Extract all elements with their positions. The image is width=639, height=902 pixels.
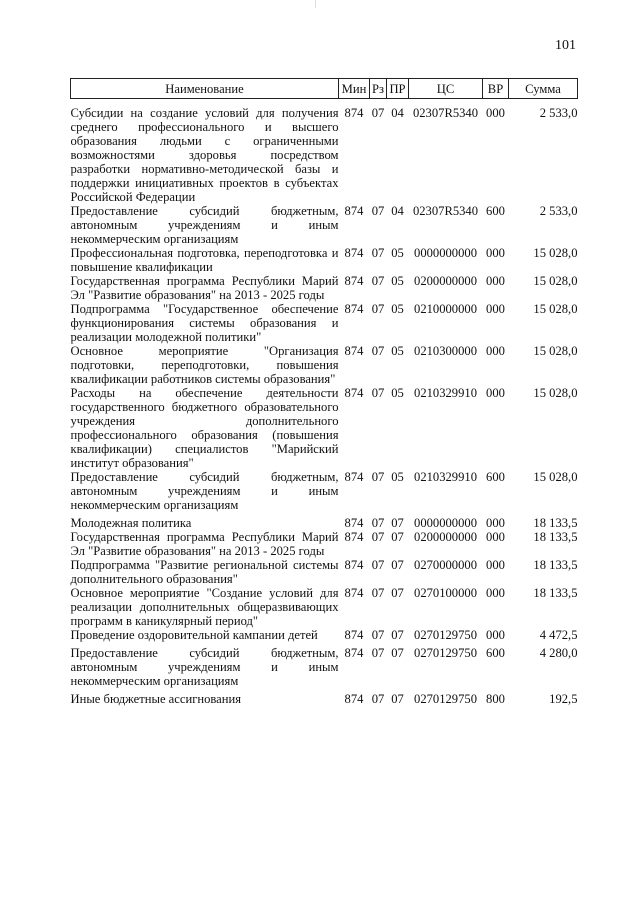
cell-vr: 800 bbox=[486, 692, 505, 706]
cell-rz: 07 bbox=[371, 246, 385, 260]
cell-rz: 07 bbox=[371, 692, 385, 706]
cell-vr: 000 bbox=[486, 386, 505, 400]
cell-min: 874 bbox=[344, 586, 364, 600]
cell-pr: 07 bbox=[391, 516, 404, 530]
cell-cs: 0000000000 bbox=[414, 246, 477, 260]
cell-pr: 07 bbox=[391, 692, 404, 706]
table-row bbox=[71, 688, 578, 706]
cell-name: Основное мероприятие "Организация подготовки, переподготовки, повышения квалификации работников системы образования" bbox=[70, 344, 339, 386]
cell-name: Предоставление субсидий бюджетным, автономным учреждениям и иным некоммерческим организациям bbox=[70, 646, 339, 688]
page-fold-mark bbox=[315, 0, 316, 8]
cell-vr: 000 bbox=[486, 274, 505, 288]
cell-pr: 04 bbox=[391, 106, 404, 120]
cell-name: Подпрограмма "Развитие региональной системы дополнительного образования" bbox=[70, 558, 339, 586]
cell-vr: 000 bbox=[486, 628, 505, 642]
cell-min: 874 bbox=[344, 344, 364, 358]
cell-rz: 07 bbox=[371, 106, 385, 120]
cell-name: Проведение оздоровительной кампании детей bbox=[70, 628, 318, 642]
table-row bbox=[71, 246, 578, 274]
cell-min: 874 bbox=[344, 106, 364, 120]
table-row bbox=[71, 344, 578, 386]
cell-min: 874 bbox=[344, 204, 364, 218]
cell-rz: 07 bbox=[371, 628, 385, 642]
cell-rz: 07 bbox=[371, 204, 385, 218]
cell-name: Основное мероприятие "Создание условий для реализации дополнительных общеразвивающих программ в каникулярный период" bbox=[70, 586, 339, 628]
cell-cs: 0270000000 bbox=[414, 558, 477, 572]
table-row bbox=[71, 530, 578, 558]
cell-name: Молодежная политика bbox=[70, 516, 192, 530]
cell-cs: 0210329910 bbox=[414, 470, 477, 484]
table-row bbox=[71, 586, 578, 628]
cell-rz: 07 bbox=[371, 530, 385, 544]
cell-vr: 600 bbox=[486, 470, 505, 484]
cell-rz: 07 bbox=[371, 586, 385, 600]
cell-name: Субсидии на создание условий для получения среднего профессионального и высшего образования людьми с ограниченными возможностями здоровья посредством разработки нормативно-методической базы и поддержки инициативных проектов в субъектах Российской Федерации bbox=[70, 106, 339, 204]
header-sum: Сумма bbox=[509, 79, 578, 99]
cell-min: 874 bbox=[344, 628, 364, 642]
header-name: Наименование bbox=[71, 79, 339, 99]
cell-rz: 07 bbox=[371, 646, 385, 660]
table-row bbox=[71, 642, 578, 688]
cell-cs: 0000000000 bbox=[414, 516, 477, 530]
header-rz: Рз bbox=[370, 79, 387, 99]
cell-vr: 600 bbox=[486, 646, 505, 660]
page-number: 101 bbox=[555, 38, 576, 53]
cell-sum: 192,5 bbox=[549, 692, 578, 706]
table-row bbox=[71, 628, 578, 642]
cell-name: Предоставление субсидий бюджетным, автономным учреждениям и иным некоммерческим организациям bbox=[70, 204, 339, 246]
cell-min: 874 bbox=[344, 646, 364, 660]
cell-sum: 4 472,5 bbox=[539, 628, 578, 642]
cell-min: 874 bbox=[344, 274, 364, 288]
cell-vr: 000 bbox=[486, 558, 505, 572]
cell-pr: 07 bbox=[391, 628, 404, 642]
cell-cs: 0270100000 bbox=[414, 586, 477, 600]
cell-pr: 05 bbox=[391, 274, 404, 288]
cell-sum: 15 028,0 bbox=[533, 302, 578, 316]
cell-sum: 2 533,0 bbox=[539, 204, 578, 218]
cell-sum: 4 280,0 bbox=[539, 646, 578, 660]
cell-cs: 0270129750 bbox=[414, 646, 477, 660]
cell-sum: 18 133,5 bbox=[533, 530, 578, 544]
cell-sum: 15 028,0 bbox=[533, 274, 578, 288]
cell-min: 874 bbox=[344, 470, 364, 484]
cell-vr: 000 bbox=[486, 246, 505, 260]
table-row bbox=[71, 470, 578, 512]
cell-cs: 0270129750 bbox=[414, 628, 477, 642]
table-row bbox=[71, 512, 578, 530]
cell-min: 874 bbox=[344, 386, 364, 400]
cell-sum: 15 028,0 bbox=[533, 344, 578, 358]
cell-name: Предоставление субсидий бюджетным, автономным учреждениям и иным некоммерческим организациям bbox=[70, 470, 339, 512]
table-row bbox=[71, 558, 578, 586]
cell-cs: 02307R5340 bbox=[412, 106, 479, 120]
cell-sum: 2 533,0 bbox=[539, 106, 578, 120]
cell-min: 874 bbox=[344, 516, 364, 530]
cell-rz: 07 bbox=[371, 516, 385, 530]
table-row bbox=[71, 386, 578, 470]
cell-cs: 0210329910 bbox=[414, 386, 477, 400]
cell-name: Расходы на обеспечение деятельности государственного бюджетного образовательного учреждения дополнительного профессионального образования (повышения квалификации) специалистов "Марийский институт образования" bbox=[70, 386, 339, 470]
cell-min: 874 bbox=[344, 692, 364, 706]
cell-pr: 05 bbox=[391, 302, 404, 316]
cell-pr: 07 bbox=[391, 558, 404, 572]
header-min: Мин bbox=[339, 79, 370, 99]
table-header-row bbox=[71, 79, 578, 99]
cell-rz: 07 bbox=[371, 302, 385, 316]
cell-min: 874 bbox=[344, 302, 364, 316]
cell-cs: 0200000000 bbox=[414, 530, 477, 544]
cell-min: 874 bbox=[344, 558, 364, 572]
cell-sum: 18 133,5 bbox=[533, 516, 578, 530]
cell-cs: 02307R5340 bbox=[412, 204, 479, 218]
cell-sum: 18 133,5 bbox=[533, 558, 578, 572]
cell-sum: 15 028,0 bbox=[533, 386, 578, 400]
cell-min: 874 bbox=[344, 246, 364, 260]
cell-pr: 05 bbox=[391, 344, 404, 358]
cell-rz: 07 bbox=[371, 386, 385, 400]
cell-pr: 04 bbox=[391, 204, 404, 218]
cell-vr: 000 bbox=[486, 586, 505, 600]
cell-vr: 600 bbox=[486, 204, 505, 218]
cell-pr: 05 bbox=[391, 246, 404, 260]
cell-vr: 000 bbox=[486, 530, 505, 544]
cell-min: 874 bbox=[344, 530, 364, 544]
cell-name: Государственная программа Республики Марий Эл "Развитие образования" на 2013 - 2025 годы bbox=[70, 530, 339, 558]
cell-sum: 15 028,0 bbox=[533, 470, 578, 484]
cell-vr: 000 bbox=[486, 106, 505, 120]
cell-cs: 0270129750 bbox=[414, 692, 477, 706]
cell-name: Государственная программа Республики Марий Эл "Развитие образования" на 2013 - 2025 годы bbox=[70, 274, 339, 302]
cell-sum: 18 133,5 bbox=[533, 586, 578, 600]
table-row bbox=[71, 274, 578, 302]
cell-cs: 0210300000 bbox=[414, 344, 477, 358]
header-vr: ВР bbox=[483, 79, 509, 99]
cell-rz: 07 bbox=[371, 470, 385, 484]
cell-name: Подпрограмма "Государственное обеспечение функционирования системы образования и реализации молодежной политики" bbox=[70, 302, 339, 344]
cell-pr: 07 bbox=[391, 530, 404, 544]
cell-pr: 07 bbox=[391, 646, 404, 660]
cell-name: Иные бюджетные ассигнования bbox=[70, 692, 242, 706]
cell-rz: 07 bbox=[371, 274, 385, 288]
cell-cs: 0200000000 bbox=[414, 274, 477, 288]
cell-name: Профессиональная подготовка, переподготовка и повышение квалификации bbox=[70, 246, 339, 274]
budget-table bbox=[70, 78, 578, 706]
cell-rz: 07 bbox=[371, 558, 385, 572]
cell-sum: 15 028,0 bbox=[533, 246, 578, 260]
table-row bbox=[71, 302, 578, 344]
cell-vr: 000 bbox=[486, 516, 505, 530]
table-row bbox=[71, 99, 578, 205]
cell-vr: 000 bbox=[486, 344, 505, 358]
header-cs: ЦС bbox=[409, 79, 483, 99]
cell-rz: 07 bbox=[371, 344, 385, 358]
table-row bbox=[71, 204, 578, 246]
header-pr: ПР bbox=[387, 79, 409, 99]
cell-pr: 05 bbox=[391, 470, 404, 484]
cell-pr: 07 bbox=[391, 586, 404, 600]
cell-cs: 0210000000 bbox=[414, 302, 477, 316]
cell-pr: 05 bbox=[391, 386, 404, 400]
cell-vr: 000 bbox=[486, 302, 505, 316]
